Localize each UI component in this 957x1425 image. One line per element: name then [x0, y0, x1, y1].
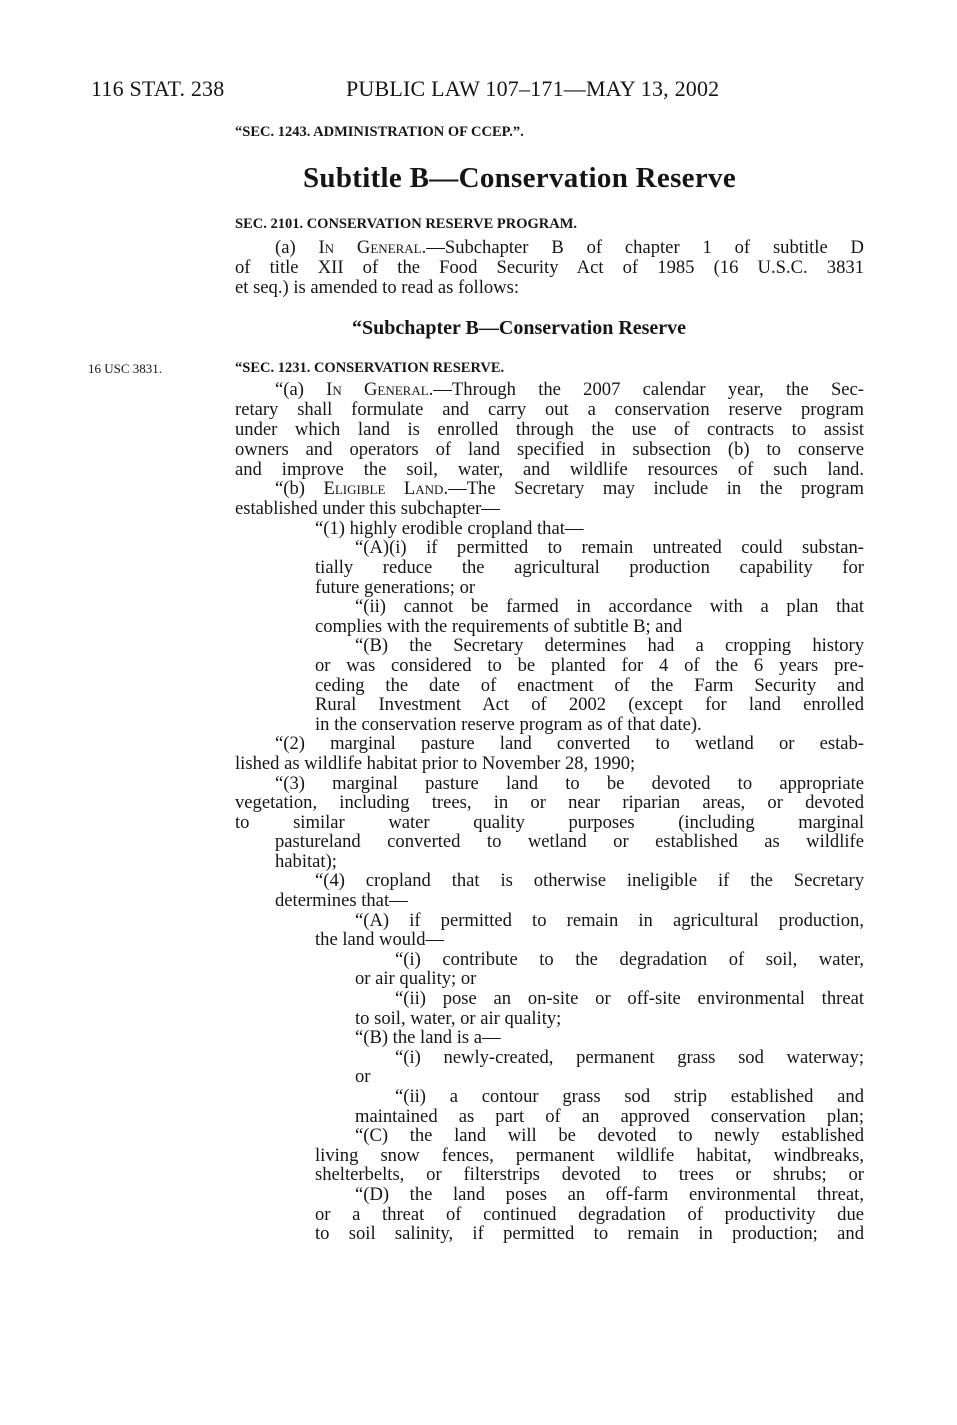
body-line: determines that— — [275, 890, 408, 911]
para-a-line-3: et seq.) is amended to read as follows: — [235, 277, 519, 298]
sub-b-line-1: “(b) Eligible Land.—The Secretary may include in the program — [275, 478, 864, 499]
body-line: maintained as part of an approved conservation plan; — [355, 1106, 864, 1127]
sub-a-line-4: owners and operators of land specified in subsection (b) to conserve — [235, 439, 864, 460]
sub-a-line-3: under which land is enrolled through the use of contracts to assist — [235, 419, 864, 440]
body-line: or air quality; or — [355, 968, 477, 989]
sub-b-line-2: established under this subchapter— — [235, 498, 500, 519]
margin-citation: 16 USC 3831. — [88, 361, 163, 376]
body-line: “(ii) cannot be farmed in accordance with a plan that — [355, 596, 864, 617]
body-line: “(1) highly erodible cropland that— — [315, 518, 584, 539]
body-line: to soil salinity, if permitted to remain in production; and — [315, 1223, 864, 1244]
body-line: “(B) the land is a— — [355, 1027, 501, 1048]
body-line: ceding the date of enactment of the Farm Security and — [315, 675, 864, 696]
body-line: “(B) the Secretary determines had a cropping history — [355, 635, 864, 656]
body-line: or was considered to be planted for 4 of the 6 years pre- — [315, 655, 864, 676]
page-number-header: 116 STAT. 238 — [91, 76, 225, 101]
section-1231-heading: “SEC. 1231. CONSERVATION RESERVE. — [235, 360, 505, 376]
body-line: tially reduce the agricultural production capability for — [315, 557, 864, 578]
body-line: to similar water quality purposes (including marginal — [235, 812, 864, 833]
body-line: “(ii) a contour grass sod strip established and — [395, 1086, 864, 1107]
body-line: “(i) newly-created, permanent grass sod waterway; — [395, 1047, 864, 1068]
sub-a-line-1: “(a) In General.—Through the 2007 calendar year, the Sec- — [275, 379, 864, 400]
body-line: “(C) the land will be devoted to newly established — [355, 1125, 864, 1146]
body-line: “(2) marginal pasture land converted to wetland or estab- — [275, 733, 864, 754]
body-line: living snow fences, permanent wildlife habitat, windbreaks, — [315, 1145, 864, 1166]
para-a-line-2: of title XII of the Food Security Act of 1985 (16 U.S.C. 3831 — [235, 257, 864, 278]
body-line: “(3) marginal pasture land to be devoted to appropriate — [275, 773, 864, 794]
body-line: “(i) contribute to the degradation of soil, water, — [395, 949, 864, 970]
body-line: or a threat of continued degradation of productivity due — [315, 1204, 864, 1225]
body-line: Rural Investment Act of 2002 (except for land enrolled — [315, 694, 864, 715]
sub-a-heading: In General — [326, 379, 429, 400]
body-line: future generations; or — [315, 577, 476, 598]
body-line: vegetation, including trees, in or near riparian areas, or devoted — [235, 792, 864, 813]
body-line: pastureland converted to wetland or established as wildlife — [275, 831, 864, 852]
body-line: “(A) if permitted to remain in agricultural production, — [355, 910, 864, 931]
sub-b-heading: Eligible Land — [323, 478, 444, 499]
subchapter-heading: “Subchapter B—Conservation Reserve — [352, 317, 687, 339]
subtitle-heading: Subtitle B—Conservation Reserve — [303, 162, 736, 194]
para-a-line-1: (a) In General.—Subchapter B of chapter 1 of subtitle D — [275, 237, 864, 258]
body-line: shelterbelts, or filterstrips devoted to trees or shrubs; or — [315, 1164, 864, 1185]
section-1243-heading: “SEC. 1243. ADMINISTRATION OF CCEP.”. — [235, 124, 524, 140]
body-line: or — [355, 1066, 371, 1087]
body-line: “(ii) pose an on-site or off-site environmental threat — [395, 988, 864, 1009]
para-a-heading: In General — [318, 237, 422, 258]
body-line: in the conservation reserve program as of that date). — [315, 714, 702, 735]
body-line: “(A)(i) if permitted to remain untreated could substan- — [355, 537, 864, 558]
body-line: the land would— — [315, 929, 445, 950]
sub-a-line-5: and improve the soil, water, and wildlife resources of such land. — [235, 459, 864, 480]
body-line: “(D) the land poses an off-farm environmental threat, — [355, 1184, 864, 1205]
sub-a-line-2: retary shall formulate and carry out a conservation reserve program — [235, 399, 864, 420]
running-header: PUBLIC LAW 107–171—MAY 13, 2002 — [346, 76, 720, 101]
body-line: habitat); — [275, 851, 337, 872]
body-line: “(4) cropland that is otherwise ineligible if the Secretary — [315, 870, 864, 891]
body-line: to soil, water, or air quality; — [355, 1008, 562, 1029]
body-line: complies with the requirements of subtitle B; and — [315, 616, 683, 637]
body-line: lished as wildlife habitat prior to November 28, 1990; — [235, 753, 636, 774]
section-2101-heading: SEC. 2101. CONSERVATION RESERVE PROGRAM. — [235, 216, 578, 232]
